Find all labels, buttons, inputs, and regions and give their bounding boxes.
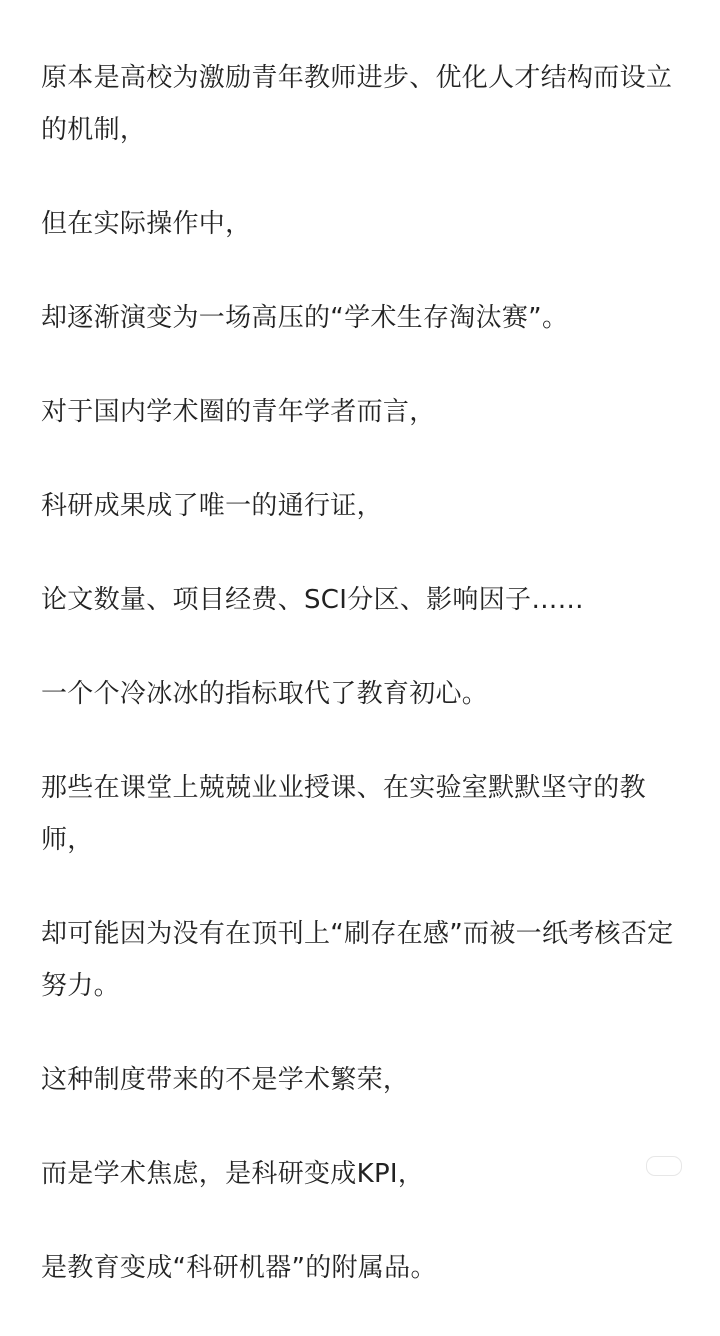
paragraph-2: 但在实际操作中， [41, 209, 252, 239]
paragraph-7: 一个个冷冰冰的指标取代了教育初心。 [41, 679, 489, 709]
paragraph-8: 那些在课堂上兢兢业业授课、在实验室默默坚守的教师， [41, 773, 646, 855]
paragraph-1: 原本是高校为激励青年教师进步、优化人才结构而设立的机制， [41, 63, 673, 145]
paragraph-5: 科研成果成了唯一的通行证， [41, 491, 383, 521]
paragraph-4: 对于国内学术圈的青年学者而言， [41, 397, 436, 427]
article-body [41, 52, 681, 1336]
watermark-logo-icon [646, 1156, 682, 1176]
paragraph-6: 论文数量、项目经费、SCI分区、影响因子…… [41, 585, 584, 615]
paragraph-3: 却逐渐演变为一场高压的“学术生存淘汰赛”。 [41, 303, 569, 333]
paragraph-9: 却可能因为没有在顶刊上“刷存在感”而被一纸考核否定努力。 [41, 919, 674, 1001]
paragraph-12: 是教育变成“科研机器”的附属品。 [41, 1253, 437, 1283]
paragraph-10: 这种制度带来的不是学术繁荣， [41, 1065, 410, 1095]
watermark [548, 1156, 708, 1192]
paragraph-11: 而是学术焦虑，是科研变成KPI， [41, 1159, 425, 1189]
